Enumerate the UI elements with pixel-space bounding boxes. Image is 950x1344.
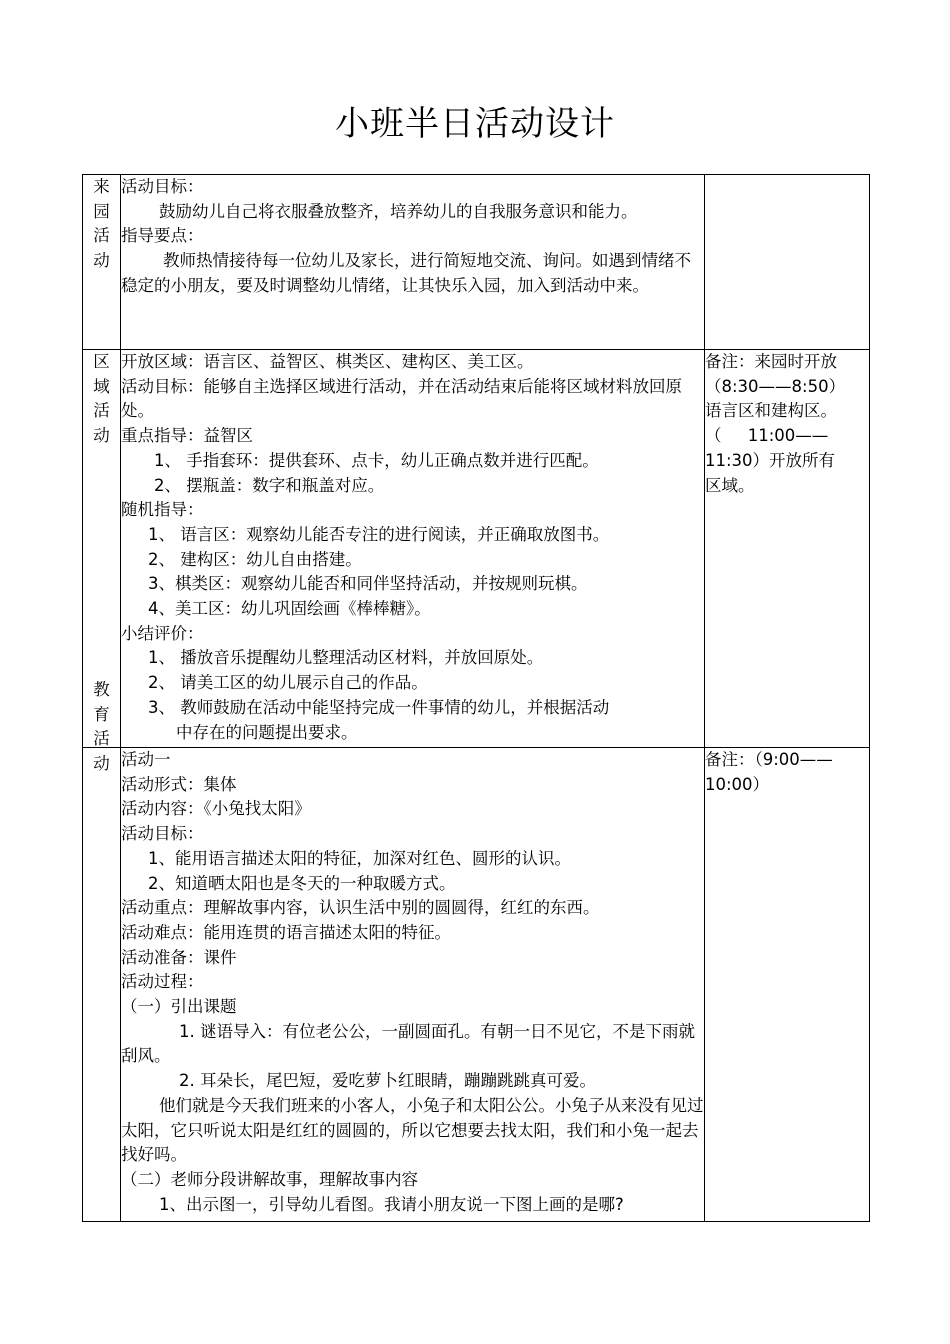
label-education	[83, 680, 121, 1222]
edu-prep: 活动准备：课件	[121, 947, 237, 967]
label-education-text: 教育活动	[93, 680, 110, 774]
edu-difficulty: 活动难点：能用连贯的语言描述太阳的特征。	[121, 922, 451, 942]
content-education	[121, 748, 705, 1222]
edu-goal-item: 1、能用语言描述太阳的特征，加深对红色、圆形的认识。	[148, 848, 571, 868]
arrival-goal-text: 鼓励幼儿自己将衣服叠放整齐，培养幼儿的自我服务意识和能力。	[159, 201, 638, 221]
activity-plan-table	[82, 174, 870, 1222]
area-note-line: 备注：来园时开放	[705, 352, 837, 371]
edu-line: 活动一	[121, 750, 171, 769]
content-arrival	[121, 175, 705, 350]
edu-note-line: 备注：（9:00——	[705, 750, 833, 769]
area-random-item: 4、美工区：幼儿巩固绘画《棒棒糖》。	[148, 599, 431, 619]
arrival-guide-text: 教师热情接待每一位幼儿及家长，进行简短地交流、询问。如遇到情绪不稳定的小朋友，要及时调整幼儿情绪，让其快乐入园，加入到活动中来。	[121, 251, 691, 295]
edu-step2-item: 1、出示图一，引导幼儿看图。我请小朋友说一下图上画的是哪?	[159, 1194, 624, 1214]
area-random-item: 2、 建构区：幼儿自由搭建。	[148, 549, 362, 569]
edu-line: 活动内容：《小兔找太阳》	[121, 799, 311, 819]
area-summary-item: 3、 教师鼓励在活动中能坚持完成一件事情的幼儿，并根据活动	[148, 697, 610, 717]
row-arrival	[83, 175, 870, 350]
area-note-line: 11:30）开放所有	[705, 450, 836, 470]
area-random-heading: 随机指导：	[121, 500, 204, 520]
edu-story-intro: 他们就是今天我们班来的小客人，小兔子和太阳公公。小兔子从来没有见过太阳，它只听说太阳是红红的圆圆的，所以它想要去找太阳，我们和小兔一起去找好吗。	[121, 1095, 704, 1165]
edu-riddle-2: 2. 耳朵长，尾巴短，爱吃萝卜红眼睛，蹦蹦跳跳真可爱。	[179, 1071, 596, 1091]
label-arrival-text: 来园活动	[93, 177, 110, 271]
edu-step2-heading: （二）老师分段讲解故事，理解故事内容	[121, 1169, 418, 1189]
area-goal: 活动目标：能够自主选择区域进行活动，并在活动结束后能将区域材料放回原处。	[121, 376, 682, 421]
edu-line: 活动目标：	[121, 824, 204, 844]
edu-line: 活动形式：集体	[121, 774, 237, 794]
area-note-line: 区域。	[705, 475, 755, 495]
row-education	[83, 748, 870, 1222]
edu-process-heading: 活动过程：	[121, 972, 204, 992]
note-education	[705, 748, 870, 1222]
label-area-text: 区域活动	[93, 352, 110, 446]
edu-note-line: 10:00）	[705, 774, 770, 794]
edu-key-point: 活动重点：理解故事内容，认识生活中别的圆圆得，红红的东西。	[121, 898, 600, 918]
area-note-line: （ 11:00——	[705, 426, 829, 446]
area-random-item: 3、棋类区：观察幼儿能否和同伴坚持活动，并按规则玩棋。	[148, 574, 588, 594]
note-area	[705, 350, 870, 748]
area-random-item: 1、 语言区：观察幼儿能否专注的进行阅读，并正确取放图书。	[148, 524, 610, 544]
area-summary-item: 2、 请美工区的幼儿展示自己的作品。	[148, 673, 428, 693]
area-open-areas: 开放区域：语言区、益智区、棋类区、建构区、美工区。	[121, 352, 534, 371]
area-note-line: （8:30——8:50）	[705, 376, 846, 396]
edu-goal-item: 2、知道晒太阳也是冬天的一种取暖方式。	[148, 873, 456, 893]
arrival-goal-heading: 活动目标：	[121, 177, 204, 196]
area-summary-heading: 小结评价：	[121, 623, 204, 643]
area-focus-item: 2、 摆瓶盖：数字和瓶盖对应。	[154, 475, 385, 495]
edu-riddle-1: 1. 谜语导入：有位老公公，一副圆面孔。有朝一日不见它，不是下雨就刮风。	[121, 1021, 695, 1066]
label-arrival	[83, 175, 121, 350]
note-arrival	[705, 175, 870, 350]
page-title: 小班半日活动设计	[335, 104, 615, 144]
content-area	[121, 350, 705, 748]
arrival-guide-heading: 指导要点：	[121, 226, 204, 246]
area-summary-item: 1、 播放音乐提醒幼儿整理活动区材料，并放回原处。	[148, 648, 544, 668]
area-summary-item: 中存在的问题提出要求。	[176, 722, 358, 742]
row-area	[83, 350, 870, 748]
edu-step1-heading: （一）引出课题	[121, 997, 237, 1017]
area-focus-heading: 重点指导：益智区	[121, 426, 253, 446]
area-focus-item: 1、 手指套环：提供套环、点卡，幼儿正确点数并进行匹配。	[154, 450, 599, 470]
area-note-line: 语言区和建构区。	[705, 401, 837, 421]
